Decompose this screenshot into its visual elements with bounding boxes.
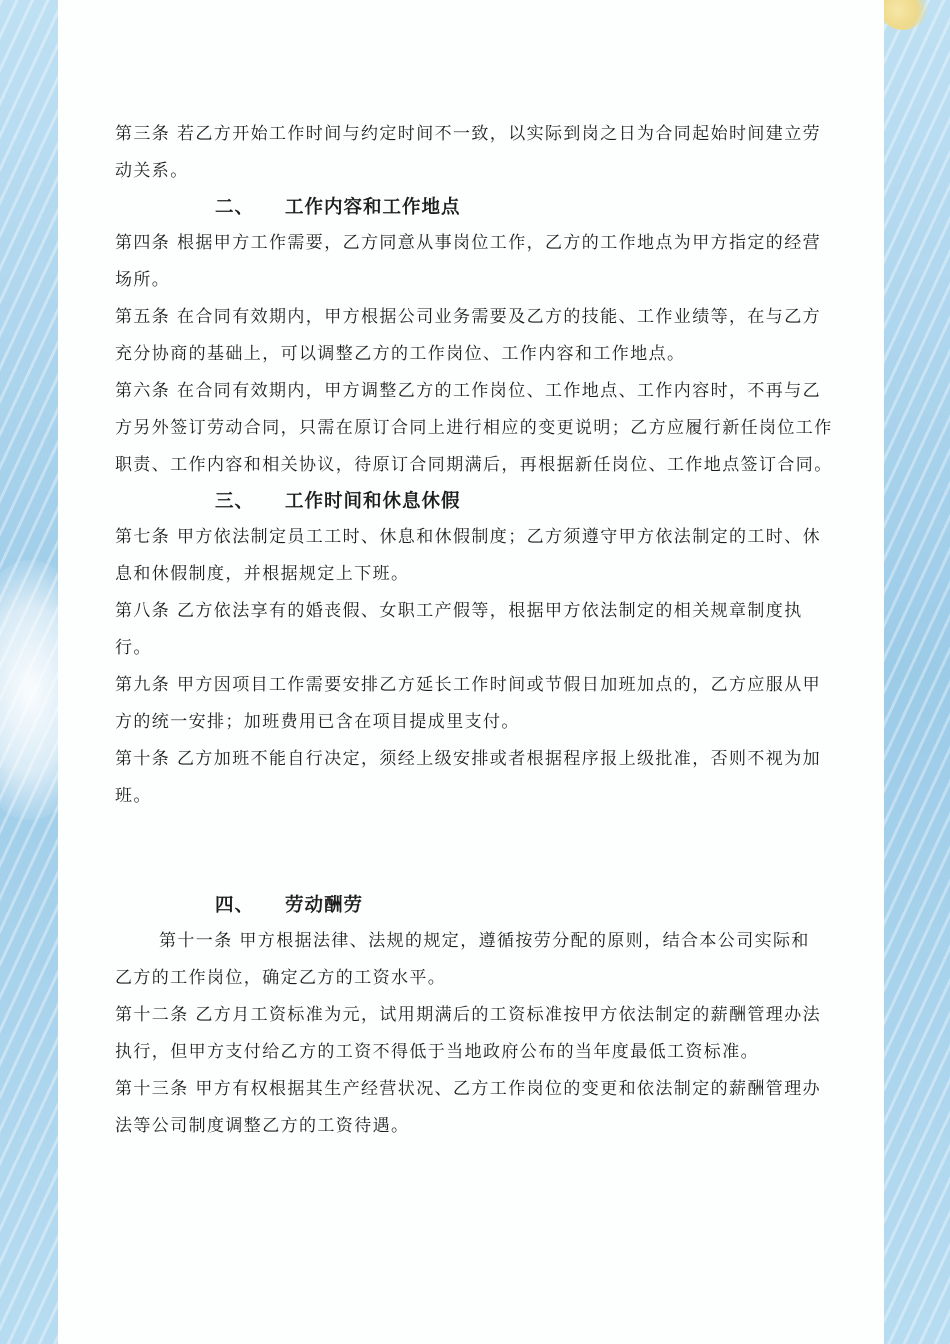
background-sun	[878, 0, 928, 30]
section-3-heading	[115, 484, 835, 519]
article-11-second-part: 乙方的工作岗位，确定乙方的工资水平。	[115, 968, 447, 988]
article-4: 第四条 根据甲方工作需要，乙方同意从事岗位工作，乙方的工作地点为甲方指定的经营场所。	[115, 233, 822, 290]
section-2-number: 二、	[215, 197, 255, 218]
article-12: 第十二条 乙方月工资标准为元，试用期满后的工资标准按甲方依法制定的薪酬管理办法执行，但甲方支付给乙方的工资不得低于当地政府公布的当年度最低工资标准。	[115, 1005, 822, 1062]
article-3: 第三条 若乙方开始工作时间与约定时间不一致，以实际到岗之日为合同起始时间建立劳动关系。	[115, 124, 822, 181]
article-6: 第六条 在合同有效期内，甲方调整乙方的工作岗位、工作地点、工作内容时，不再与乙方另外签订劳动合同，只需在原订合同上进行相应的变更说明；乙方应履行新任岗位工作职责、工作内容和相关协议，待原订合同期满后，再根据新任岗位、工作地点签订合同。	[115, 381, 833, 475]
article-8: 第八条 乙方依法享有的婚丧假、女职工产假等，根据甲方依法制定的相关规章制度执行。	[115, 601, 803, 658]
section-2-heading	[115, 190, 835, 225]
article-9: 第九条 甲方因项目工作需要安排乙方延长工作时间或节假日加班加点的，乙方应服从甲方的统一安排；加班费用已含在项目提成里支付。	[115, 675, 822, 732]
document-page	[58, 0, 884, 1344]
section-4-heading	[115, 888, 835, 923]
article-10: 第十条 乙方加班不能自行决定，须经上级安排或者根据程序报上级批准，否则不视为加班。	[115, 749, 822, 806]
section-3-title: 工作时间和休息休假	[285, 491, 461, 512]
document-body	[115, 116, 835, 1145]
article-13: 第十三条 甲方有权根据其生产经营状况、乙方工作岗位的变更和依法制定的薪酬管理办法等公司制度调整乙方的工资待遇。	[115, 1079, 822, 1136]
section-spacer	[115, 815, 835, 888]
article-11-first-part: 第十一条 甲方根据法律、法规的规定，遵循按劳分配的原则，结合本公司实际和	[159, 931, 810, 951]
article-7: 第七条 甲方依法制定员工工时、休息和休假制度；乙方须遵守甲方依法制定的工时、休息和休假制度，并根据规定上下班。	[115, 527, 822, 584]
article-5: 第五条 在合同有效期内，甲方根据公司业务需要及乙方的技能、工作业绩等，在与乙方充分协商的基础上，可以调整乙方的工作岗位、工作内容和工作地点。	[115, 307, 822, 364]
section-4-title: 劳动酬劳	[285, 895, 364, 916]
section-3-number: 三、	[215, 491, 255, 512]
section-4-number: 四、	[215, 895, 255, 916]
section-2-title: 工作内容和工作地点	[285, 197, 461, 218]
